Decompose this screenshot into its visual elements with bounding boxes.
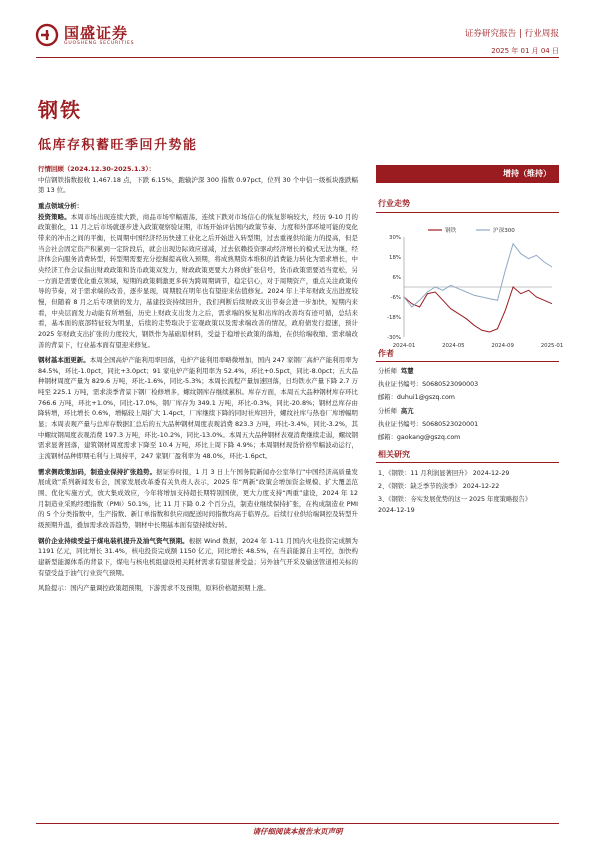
- legend-label-1: 钢铁: [445, 228, 457, 234]
- power-text: 根据 Wind 数据，2024 年 1-11 月国内火电投资完成额为 1191 亿元，同比增长 31.4%，核电投资完成额 1150 亿元，同比增长 48.5%，在当前能源自主可控，加快构建新型能源体系的背景下，煤电与核电机组建设相关耗材需求有望显著受益；另外油气开采及输送管道相关标的有望受益于油气行业资气预期。: [38, 536, 358, 577]
- power-paragraph: [38, 536, 358, 579]
- report-body: [38, 164, 358, 594]
- power-head: 钢价企业持续受益于煤电装机提升及油气资气预期。: [38, 536, 189, 545]
- authors-title: 作者: [378, 349, 394, 358]
- related-item-1[interactable]: 1、《钢铁：11 月利润显著回升》 2024-12-29: [378, 470, 510, 477]
- demand-paragraph: [38, 467, 358, 531]
- header-divider: [36, 57, 559, 58]
- page-title: 钢铁: [38, 98, 82, 122]
- market-review-heading: 行情回顾（2024.12.30-2025.1.3）：: [38, 165, 156, 173]
- analyst-1-cert: 执业证书编号：S0680523090003: [378, 381, 479, 388]
- fundamentals-text: 本周全国高炉产能利用率回落，电炉产能利用率略微增加，国内 247 家钢厂高炉产能利用率为 84.5%，环比-1.0pct，同比+3.0pct；91 家电炉产能利用率为 52.4%，环比+0.5pct，同比-8.0pct；五大品种钢材周度产量为 829.6 万吨，环比-1.6%，同比-5.3%；本周长流程产量加速回落，日均铁水产量下降 2.7 万吨至 225.1 万吨，需求淡季背景下钢厂检修增多，螺纹钢库存继续累积。库存方面，本周五大品种钢材库存环比 766.6 万吨，环比+1.0%，同比-17.0%，钢厂库存为 349.1 万吨，环比-0.3%，同比-20.8%；钢材总库存由降转增，环比增长 0.6%，增幅较上周扩大 1.4pct，厂库继续下降的同时社库回升，螺纹社库与热卷厂库增幅明显；本周表观产量与总库存数据汇总后的五大品种钢材周度表观消费 823.3 万吨，环比-3.4%，同比-3.2%，其中螺纹钢周度表观消费 197.3 万吨，环比-10.2%，同比-13.0%。本周五大品种钢材表观消费继续走弱，螺纹钢需求显著回落，建筑钢材周度需求下降至 10.4 万吨，环比上周下降 4.9%；本周钢材现货价格窄幅波动运行，主流钢材品种即期毛利与上周持平，247 家钢厂盈利率为 48.0%，环比-1.6pct。: [38, 356, 358, 461]
- key-areas-heading: 重点领域分析：: [38, 201, 84, 210]
- logo-english: GUOSHENG SECURITIES: [64, 41, 135, 46]
- related-item-2[interactable]: 2、《钢铁：缺乏季节的淡季》 2024-12-22: [378, 483, 500, 490]
- authors-divider: [376, 361, 559, 362]
- x-tick-label: 2024-01: [392, 343, 416, 349]
- trend-divider: [376, 212, 559, 213]
- analyst-2-role: 分析师: [378, 408, 397, 415]
- analyst-1-name: 笃慧: [400, 368, 414, 375]
- analyst-2-name: 高亢: [400, 408, 414, 415]
- related-item-3[interactable]: 3、《钢铁：夯实发展优势的这一 2025 年度策略报告》: [378, 496, 532, 503]
- demand-head: 需求侧政策加码，制造业保持扩张趋势。: [38, 467, 157, 476]
- y-tick-label: -30%: [387, 335, 401, 341]
- analyst-2-email: 邮箱：gaokang@gszq.com: [378, 434, 461, 441]
- rating-label: 增持（维持）: [503, 169, 551, 178]
- analyst-2-cert: 执业证书编号：S0680523020001: [378, 421, 479, 428]
- y-tick-label: -18%: [387, 315, 401, 321]
- page-subtitle: 低库存积蓄旺季回升势能: [38, 138, 198, 153]
- analyst-1-role: 分析师: [378, 368, 397, 375]
- y-tick-label: 18%: [389, 255, 401, 261]
- x-tick-label: 2024-09: [491, 343, 514, 349]
- footer-divider: [36, 823, 559, 824]
- trend-chart: [376, 225, 564, 357]
- market-review-text: 中信钢铁指数报收 1,467.18 点，下跌 6.15%，跑输沪深 300 指数 0.97pct，位列 30 个中信一级板块涨跌幅第 13 位。: [38, 175, 358, 195]
- logo-text: 国盛证券: [64, 24, 129, 42]
- y-tick-label: 30%: [389, 235, 401, 241]
- series-line-2: [404, 244, 552, 307]
- analyst-2: [378, 406, 414, 415]
- strategy-head: 投资策略。: [38, 212, 71, 221]
- report-type: 证券研究报告 | 行业周报: [464, 29, 559, 39]
- related-divider: [376, 462, 559, 463]
- fundamentals-head: 钢材基本面更新。: [38, 356, 90, 365]
- related-title: 相关研究: [378, 450, 410, 459]
- y-tick-label: 6%: [392, 275, 401, 281]
- trend-title: 行业走势: [378, 199, 410, 208]
- analyst-1-email: 邮箱：duhui1@gszq.com: [378, 394, 455, 401]
- risk-text: 风险提示：国内产量调控政策超预期，下游需求不及预期，原料价格超预期上涨。: [38, 584, 270, 593]
- related-item-3-date: 2024-12-19: [378, 507, 415, 514]
- x-tick-label: 2025-01: [540, 343, 564, 349]
- logo-mark-icon: [36, 24, 58, 46]
- x-tick-label: 2024-05: [442, 343, 465, 349]
- y-tick-label: -6%: [390, 295, 401, 301]
- legend-label-2: 沪深300: [493, 228, 515, 234]
- demand-text: 据证券时报，1 月 3 日上午国务院新闻办公室举行“中国经济高质量发展成效”系列新闻发布会，国家发展改革委有关负责人表示，2025 年“两新”政策会增加资金规模、扩大覆盖范围、优化实施方式，放大集成效应，今年将增加支持超长期特别国债，更大力度支持“两重”建设，2024 年 12 月制造业采购经理指数（PMI）50.1%，比 11 月下降 0.2 个百分点，制造业继续保持扩张，在构成制造业 PMI 的 5 个分类指数中，生产指数、新订单指数和供应商配送时间指数均高于临界点。后续行业供给端调控及转型升级预期升温，叠加需求改善趋势，钢材中长期基本面有望持续好转。: [38, 467, 358, 529]
- fundamentals-paragraph: [38, 355, 358, 462]
- strategy-paragraph: [38, 212, 358, 351]
- report-date: 2025 年 01 月 04 日: [491, 47, 559, 55]
- analyst-1: [378, 366, 414, 375]
- strategy-text: 本周市场出现连续大跌，商品市场窄幅震荡，连续下跌对市场信心的恢复影响较大，经历 9-10 月的政策催化，11 月之后市场就逐步进入政策观察验证期，市场开始评估国内政策节奏、力度和外部环境可能的变化带来的冲击之间的平衡，长周期中国经济经历快速工业化之后开始进入转型期，过去重视供给能力的提高，但是当会社会固定资产积累到一定阶段后，就会出现边际效应递减，过去依赖投资驱动经济增长的模式无法为继，经济体会向服务消费转型，转型期需要充分挖掘提高收入预期，将成熟期资本堆积的消费能力转化为需求增长，中央经济工作会议指出财政政策和货币政策双发力，财政政策更要大力释放扩张信号，货币政策需要适当宽松，另一方面是需要优化重点领域，短期的政策刺激更多转为跨周期调节，稳定信心，对于周期资产，重点关注政策传导的节奏，对于需求端的改善，逐步显现，周期股在明年也有望迎来估值修复。2024 年上半年财政支出进度较慢，但随着 8 月之后专项债的发力，基建投资持续回升，我们判断后续财政支出节奏会进一步加快，短期内来看，中央层面发力动能有所增强，历史上财政支出发力之后，需求端的恢复和出库的改善均有迹可循，总结来看，基本面的底部特征较为明显，后续的走势取决于宏观政策以及需求端改善的情况，政府债发行提速，预计 2025 年财政支出扩张的力度较大，钢铁作为基础原材料，受益于稳增长政策的落地，在供给端收缩、需求端改善的背景下，行业基本面有望迎来修复。: [38, 212, 358, 349]
- footer-disclaimer: 请仔细阅读本报告末页声明: [252, 827, 343, 836]
